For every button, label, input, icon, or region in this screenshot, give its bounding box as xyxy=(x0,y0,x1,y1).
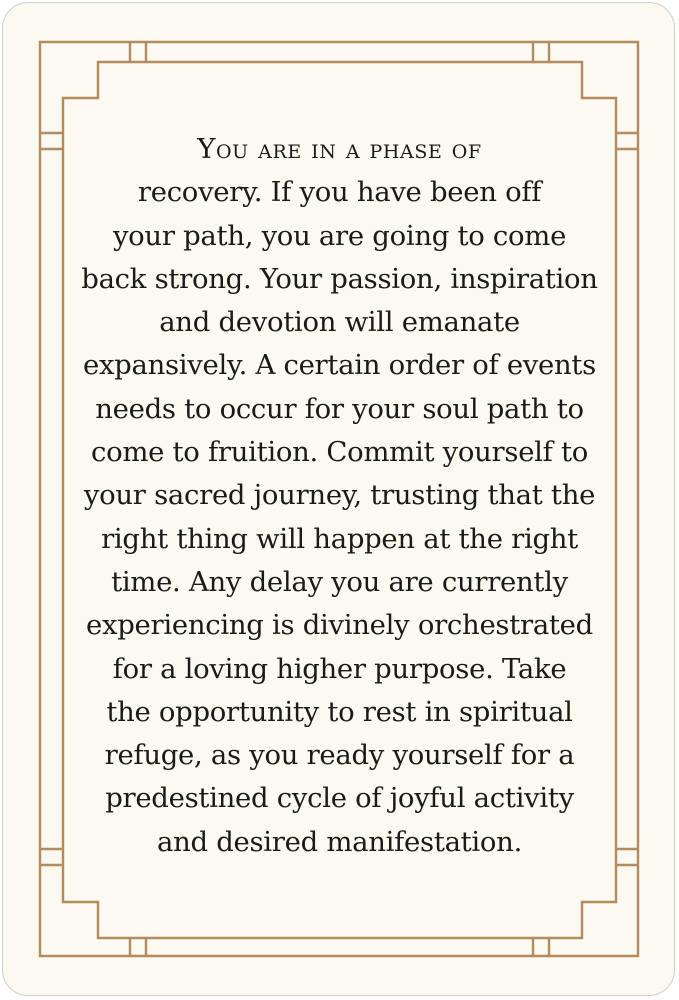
card-message xyxy=(70,128,609,868)
message-line: your path, you are going to come xyxy=(112,219,567,252)
message-line: back strong. Your passion, inspiration xyxy=(81,262,598,295)
message-line: expansively. A certain order of events xyxy=(83,349,596,382)
message-line: and devotion will emanate xyxy=(159,306,520,339)
message-line: and desired manifestation. xyxy=(156,825,523,858)
message-line: for a loving higher purpose. Take xyxy=(112,652,567,685)
message-lead: You are in a phase of xyxy=(197,133,482,165)
message-line: time. Any delay you are currently xyxy=(111,565,568,598)
message-line: experiencing is divinely orchestrated xyxy=(86,609,593,642)
message-line: predestined cycle of joyful activity xyxy=(105,782,574,815)
message-line: refuge, as you ready yourself for a xyxy=(104,739,575,772)
message-line: come to fruition. Commit yourself to xyxy=(90,436,589,469)
message-line: recovery. If you have been off xyxy=(137,176,542,209)
message-line: right thing will happen at the right xyxy=(101,522,578,555)
message-line: your sacred journey, trusting that the xyxy=(83,479,596,512)
message-line: needs to occur for your soul path to xyxy=(95,392,584,425)
message-line: the opportunity to rest in spiritual xyxy=(106,695,573,728)
